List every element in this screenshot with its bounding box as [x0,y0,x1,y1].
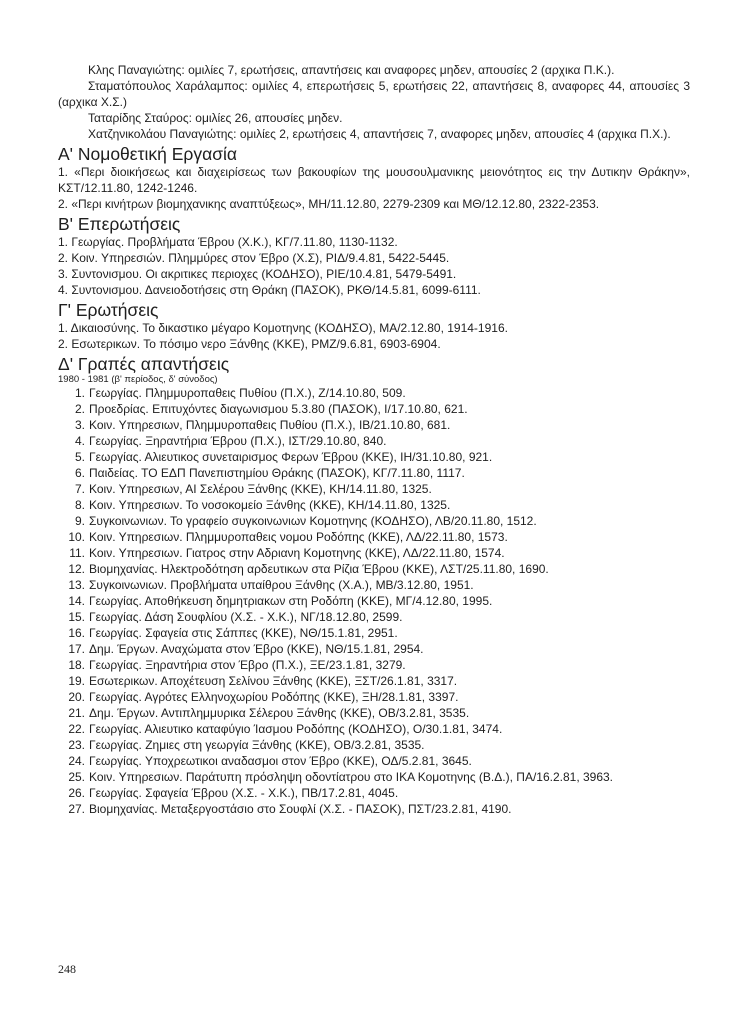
list-item [58,657,690,673]
list-item-text: Βιομηχανίας. Ηλεκτροδότηση αρδευτικων στα Ρίζια Έβρου (ΚΚΕ), ΛΣΤ/25.11.80, 1690. [89,562,549,576]
list-item-text: Συγκοινωνιων. Προβλήματα υπαίθρου Ξάνθης (Χ.Α.), ΜΒ/3.12.80, 1951. [89,578,474,592]
list-item [58,769,690,785]
interpellation-item: 3. Συντονισμου. Οι ακριτικες περιοχες (ΚΟΔΗΣΟ), ΡΙΕ/10.4.81, 5479-5491. [58,267,457,281]
list-item-text: Εσωτερικων. Αποχέτευση Σελίνου Ξάνθης (ΚΚΕ), ΞΣΤ/26.1.81, 3317. [89,674,458,688]
interpellation-item: 4. Συντονισμου. Δανειοδοτήσεις στη Θράκη (ΠΑΣΟΚ), ΡΚΘ/14.5.81, 6099-6111. [58,283,481,297]
list-item [58,673,690,689]
list-item [58,529,690,545]
list-item-number: 5. [74,450,85,464]
list-item-text: Συγκοινωνιων. Το γραφείο συγκοινωνιων Κομοτηνης (ΚΟΔΗΣΟ), ΛΒ/20.11.80, 1512. [89,514,537,528]
list-item-number: 15. [68,610,85,624]
list-item-text: Κοιν. Υπηρεσιων. Πλημμυροπαθεις νομου Ροδόπης (ΚΚΕ), ΛΔ/22.11.80, 1573. [89,530,508,544]
list-item-number: 7. [74,482,85,496]
list-item [58,609,690,625]
list-item-number: 17. [68,642,85,656]
list-item-number: 24. [68,754,85,768]
list-item-number: 16. [68,626,85,640]
list-item-text: Γεωργίας. Υποχρεωτικοι αναδασμοι στον Έβρο (ΚΚΕ), ΟΔ/5.2.81, 3645. [89,754,472,768]
list-item-number: 18. [68,658,85,672]
list-item [58,689,690,705]
list-item-text: Γεωργίας. Δάση Σουφλίου (Χ.Σ. - Χ.Κ.), ΝΓ/18.12.80, 2599. [89,610,403,624]
list-item-text: Γεωργίας. Σφαγεία Έβρου (Χ.Σ. - Χ.Κ.), ΠΒ/17.2.81, 4045. [89,786,399,800]
list-item-number: 12. [68,562,85,576]
list-item-text: Γεωργίας. Πλημμυροπαθεις Πυθίου (Π.Χ.), Ζ/14.10.80, 509. [89,386,406,400]
list-item-text: Βιομηχανίας. Μεταξεργοστάσιο στο Σουφλί (Χ.Σ. - ΠΑΣΟΚ), ΠΣΤ/23.2.81, 4190. [89,802,512,816]
list-item-text: Γεωργίας. Ξηραντήρια Έβρου (Π.Χ.), ΙΣΤ/29.10.80, 840. [89,434,387,448]
list-item-number: 22. [68,722,85,736]
list-item-number: 27. [68,802,85,816]
list-item [58,401,690,417]
list-item-number: 20. [68,690,85,704]
page-number: 248 [58,962,76,976]
list-item-number: 1. [74,386,85,400]
list-item [58,481,690,497]
list-item [58,513,690,529]
list-item-text: Παιδείας. ΤΟ ΕΔΠ Πανεπιστημίου Θράκης (ΠΑΣΟΚ), ΚΓ/7.11.80, 1117. [89,466,465,480]
list-item-number: 2. [74,402,85,416]
list-item-number: 4. [74,434,85,448]
list-item-number: 13. [68,578,85,592]
list-item-text: Δημ. Έργων. Αναχώματα στον Έβρο (ΚΚΕ), ΝΘ/15.1.81, 2954. [89,642,424,656]
list-item-text: Κοιν. Υπηρεσιων, ΑΙ Σελέρου Ξάνθης (ΚΚΕ), ΚΗ/14.11.80, 1325. [89,482,432,496]
list-item [58,737,690,753]
list-item-text: Προεδρίας. Επιτυχόντες διαγωνισμου 5.3.80 (ΠΑΣΟΚ), Ι/17.10.80, 621. [89,402,468,416]
list-item-text: Κοιν. Υπηρεσιων. Το νοσοκομείο Ξάνθης (ΚΚΕ), ΚΗ/14.11.80, 1325. [89,498,451,512]
list-item-number: 23. [68,738,85,752]
list-item [58,417,690,433]
list-item-text: Γεωργίας. Αλιευτικος συνεταιρισμος Φερων Έβρου (ΚΚΕ), ΙΗ/31.10.80, 921. [89,450,493,464]
document-page [58,62,690,817]
written-answers-list [58,385,690,817]
list-item-number: 9. [74,514,85,528]
written-answers-subheading: 1980 - 1981 (β' περίοδος, δ' σύνοδος) [58,374,218,385]
list-item-number: 26. [68,786,85,800]
list-item-text: Κοιν. Υπηρεσιων. Γιατρος στην Αδριανη Κομοτηνης (ΚΚΕ), ΛΔ/22.11.80, 1574. [89,546,505,560]
question-item: 1. Δικαιοσύνης. Το δικαστικο μέγαρο Κομοτηνης (ΚΟΔΗΣΟ), ΜΑ/2.12.80, 1914-1916. [58,321,508,335]
list-item-text: Γεωργίας. Αποθήκευση δημητριακων στη Ροδόπη (ΚΚΕ), ΜΓ/4.12.80, 1995. [89,594,493,608]
list-item-number: 3. [74,418,85,432]
intro-paragraph: Κλης Παναγιώτης: ομιλίες 7, ερωτήσεις, απαντήσεις και αναφορες μηδεν, απουσίες 2 (αρχικα Π.Κ.). [88,63,615,77]
list-item-text: Γεωργίας. Αγρότες Ελληνοχωρίου Ροδόπης (ΚΚΕ), ΞΗ/28.1.81, 3397. [89,690,459,704]
list-item [58,449,690,465]
legislative-item: 1. «Περι διοικήσεως και διαχειρίσεως των βακουφίων της μουσουλμανικης μειονότητος εις την Δυτικην Θράκην», ΚΣΤ/12.11.80, 1242-1246. [58,165,690,195]
list-item [58,497,690,513]
list-item [58,561,690,577]
section-heading-questions: Γ' Ερωτήσεις [58,300,159,320]
list-item [58,433,690,449]
list-item [58,705,690,721]
list-item-text: Γεωργίας. Ζημιες στη γεωργία Ξάνθης (ΚΚΕ), ΟΒ/3.2.81, 3535. [89,738,425,752]
legislative-item: 2. «Περι κινήτρων βιομηχανικης αναπτύξεως», ΜΗ/11.12.80, 2279-2309 και ΜΘ/12.12.80, 2322-2353. [58,197,600,211]
list-item-number: 8. [74,498,85,512]
list-item-number: 10. [68,530,85,544]
list-item [58,721,690,737]
list-item [58,465,690,481]
list-item-number: 6. [74,466,85,480]
list-item-text: Γεωργίας. Σφαγεία στις Σάππες (ΚΚΕ), ΝΘ/15.1.81, 2951. [89,626,398,640]
list-item-text: Γεωργίας. Αλιευτικο καταφύγιο Ίασμου Ροδόπης (ΚΟΔΗΣΟ), Ο/30.1.81, 3474. [89,722,503,736]
intro-paragraph: Σταματόπουλος Χαράλαμπος: ομιλίες 4, επερωτήσεις 5, ερωτήσεις 22, απαντήσεις 8, αναφορες 44, απουσίες 3 (αρχικα Χ.Σ.) [58,79,690,109]
list-item-number: 21. [68,706,85,720]
list-item-text: Κοιν. Υπηρεσιων, Πλημμυροπαθεις Πυθίου (Π.Χ.), ΙΒ/21.10.80, 681. [89,418,451,432]
question-item: 2. Εσωτερικων. Το πόσιμο νερο Ξάνθης (ΚΚΕ), ΡΜΖ/9.6.81, 6903-6904. [58,337,441,351]
list-item-text: Κοιν. Υπηρεσιων. Παράτυπη πρόσληψη οδοντίατρου στο ΙΚΑ Κομοτηνης (Β.Δ.), ΠΑ/16.2.81, 3963. [89,770,614,784]
list-item-number: 25. [68,770,85,784]
list-item-text: Δημ. Έργων. Αντιπλημμυρικα Σέλερου Ξάνθης (ΚΚΕ), ΟΒ/3.2.81, 3535. [89,706,470,720]
list-item [58,625,690,641]
section-heading-legislative: Α' Νομοθετική Εργασία [58,144,238,164]
list-item [58,785,690,801]
list-item [58,385,690,401]
list-item-text: Γεωργίας. Ξηραντήρια στον Έβρο (Π.Χ.), ΞΕ/23.1.81, 3279. [89,658,406,672]
intro-paragraph: Ταταρίδης Σταύρος: ομιλίες 26, απουσίες μηδεν. [88,111,343,125]
list-item-number: 14. [68,594,85,608]
list-item [58,545,690,561]
list-item [58,593,690,609]
list-item [58,801,690,817]
list-item-number: 11. [69,546,85,560]
interpellation-item: 2. Κοιν. Υπηρεσιών. Πλημμύρες στον Έβρο (Χ.Σ), ΡΙΔ/9.4.81, 5422-5445. [58,251,450,265]
section-heading-written-answers: Δ' Γραπές απαντήσεις [58,354,230,374]
list-item [58,641,690,657]
intro-paragraph: Χατζηνικολάου Παναγιώτης: ομιλίες 2, ερωτήσεις 4, απαντήσεις 7, αναφορες μηδεν, απουσίες 4 (αρχικα Π.Χ.). [88,127,671,141]
section-heading-interpellations: Β' Επερωτήσεις [58,214,181,234]
list-item [58,753,690,769]
interpellation-item: 1. Γεωργίας. Προβλήματα Έβρου (Χ.Κ.), ΚΓ/7.11.80, 1130-1132. [58,235,398,249]
list-item [58,577,690,593]
list-item-number: 19. [68,674,85,688]
